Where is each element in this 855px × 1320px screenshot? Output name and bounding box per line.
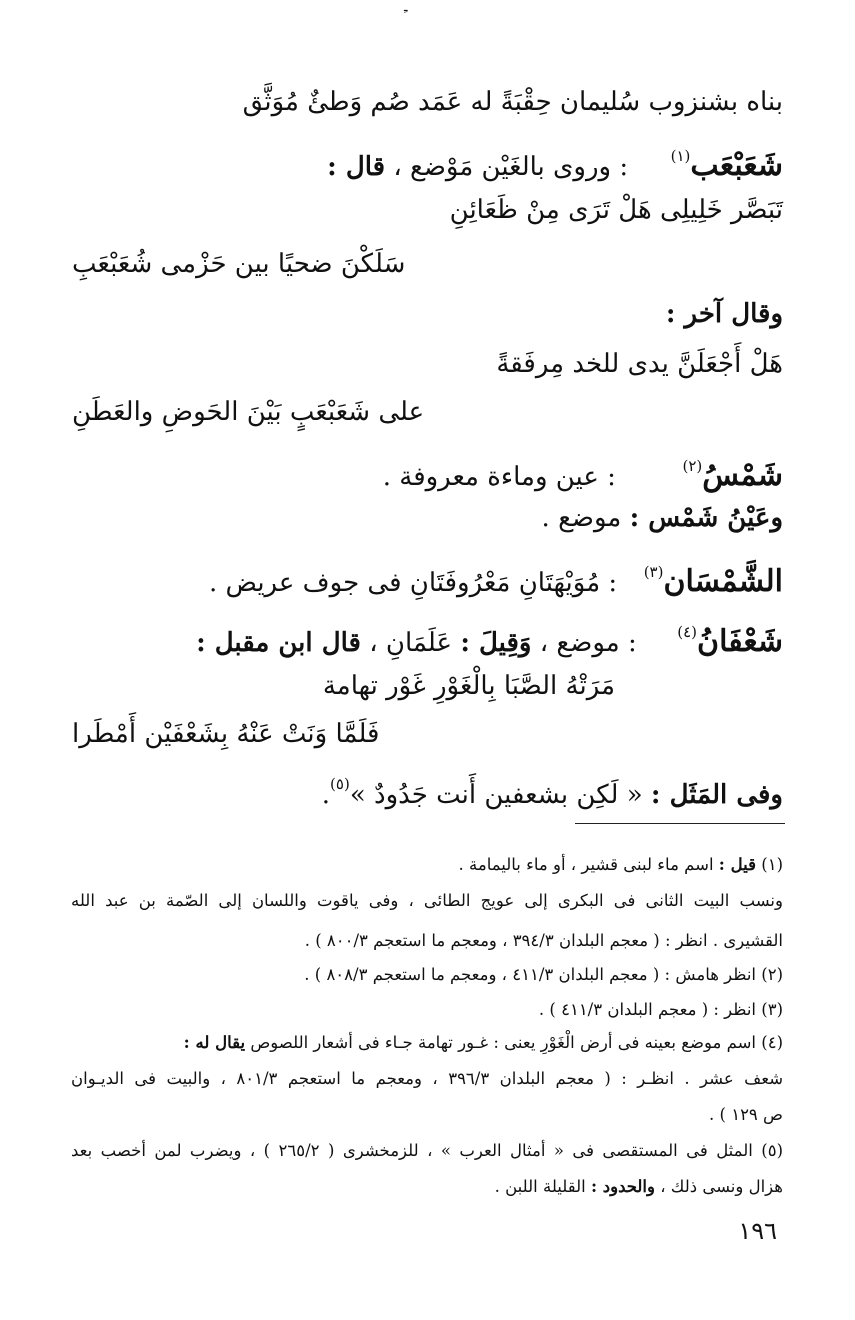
footnote-3: (٣) انظر : ( معجم البلدان ٤١١/٣ ) .	[538, 1000, 783, 1019]
entry-text: : عين وماءة معروفة .	[382, 462, 616, 492]
footnote-5-line2: هزال ونسى ذلك ، والحدود : القليلة اللبن .	[494, 1177, 783, 1196]
entry-sub-text: موضع .	[541, 503, 622, 533]
verse-intro: وقال آخر :	[665, 299, 783, 329]
headword: شَعَبْعَب	[690, 148, 783, 183]
headword: الشَّمْسَان	[663, 564, 783, 599]
proverb-text: « لَكِن بشعفين أَنت جَدُودٌ »	[349, 780, 643, 810]
headword: شَمْسُ	[702, 458, 783, 493]
entry-sub	[542, 498, 783, 538]
entry-text: : موضع ،	[539, 628, 637, 658]
footnote-1: (١) قيل : اسم ماء لبنى قشير ، أو ماء باليمامة .	[458, 855, 783, 874]
entry-shaafan	[196, 612, 783, 663]
footnote-ref: (٥)	[330, 775, 350, 793]
headword: شَعْفَانُ	[697, 624, 783, 659]
entry-text: : وروى بالغَيْن مَوْضع ،	[393, 152, 629, 182]
proverb-line: وفى المَثَل : « لَكِن بشعفين أَنت جَدُودٌ »$^{(٥)}$.	[321, 775, 783, 810]
entry-qal: قال :	[327, 152, 386, 182]
verse-line: هَلْ أَجْعَلَنَّ يدى للخد مِرفَقةً	[496, 349, 783, 379]
footnote-5: (٥) المثل فى المستقصى فى « أمثال العرب » ، للزمخشرى ( ٢٦٥/٢ ) ، ويضرب لمن أخصب بعد	[71, 1141, 783, 1160]
verse-top: بناه بشنزوب سُليمان حِقْبَةً له عَمَد صُم وَطئٌ مُوَثَّق	[242, 87, 783, 117]
verse-line: تَبَصَّر خَلِيلِى هَلْ تَرَى مِنْ ظَعَائِنِ	[449, 195, 783, 225]
footnote-1-line2: ونسب البيت الثانى فى البكرى إلى عويج الطائى ، وفى ياقوت واللسان إلى الصّمة بن عبد الله	[71, 891, 783, 910]
footnote-separator	[575, 823, 785, 824]
entry-shaabab	[327, 136, 783, 187]
entry-text: : مُوَيْهَتَانِ مَعْرُوفَتَانِ فى جوف عريض .	[208, 568, 618, 598]
verse-line: سَلَكْنَ ضحيًا بين حَزْمى شُعَبْعَبِ	[72, 249, 406, 279]
top-mark: ـِ	[404, 0, 408, 14]
footnote-4: (٤) اسم موضع بعينه فى أرض الْغَوْرِ يعنى : غـور تهامة جـاء فى أشعار اللصوص يقال له :	[183, 1033, 783, 1052]
verse-line: مَرَتْهُ الصَّبَا بِالْغَوْرِ غَوْر تهامة	[322, 671, 615, 701]
entry-qil: وَقِيلَ :	[460, 628, 532, 658]
footnote-1-line3: القشيرى . انظر : ( معجم البلدان ٣٩٤/٣ ، ومعجم ما استعجم ٨٠٠/٣ ) .	[304, 931, 783, 950]
proverb-title: وفى المَثَل :	[650, 780, 783, 810]
verse-line: فَلَمَّا وَنَتْ عَنْهُ بِشَعْفَيْن أَمْطَرا	[72, 719, 380, 749]
footnote-4-line3: ص ١٢٩ ) .	[709, 1105, 783, 1124]
footnote-ref: (٤)	[677, 623, 698, 641]
entry-shams	[383, 446, 783, 497]
footnote-ref: (٢)	[682, 457, 703, 475]
page-number: ١٩٦	[738, 1217, 777, 1245]
footnote-4-line2: شعف عشر . انظـر : ( معجم البلدان ٣٩٦/٣ ، ومعجم ما استعجم ٨٠١/٣ ، والبيت فى الديـوان	[71, 1069, 784, 1088]
entry-shamsan	[209, 552, 783, 603]
footnote-ref: (١)	[670, 147, 691, 165]
entry-sub-title: وعَيْنُ شَمْس :	[629, 503, 783, 533]
footnote-2: (٢) انظر هامش : ( معجم البلدان ٤١١/٣ ، ومعجم ما استعجم ٨٠٨/٣ ) .	[304, 965, 783, 984]
footnote-ref: (٣)	[643, 563, 664, 581]
entry-text2: عَلَمَانِ ،	[369, 628, 453, 658]
verse-line: على شَعَبْعَبٍ بَيْنَ الحَوضِ والعَطَنِ	[72, 397, 425, 427]
entry-qal: قال ابن مقبل :	[196, 628, 361, 658]
